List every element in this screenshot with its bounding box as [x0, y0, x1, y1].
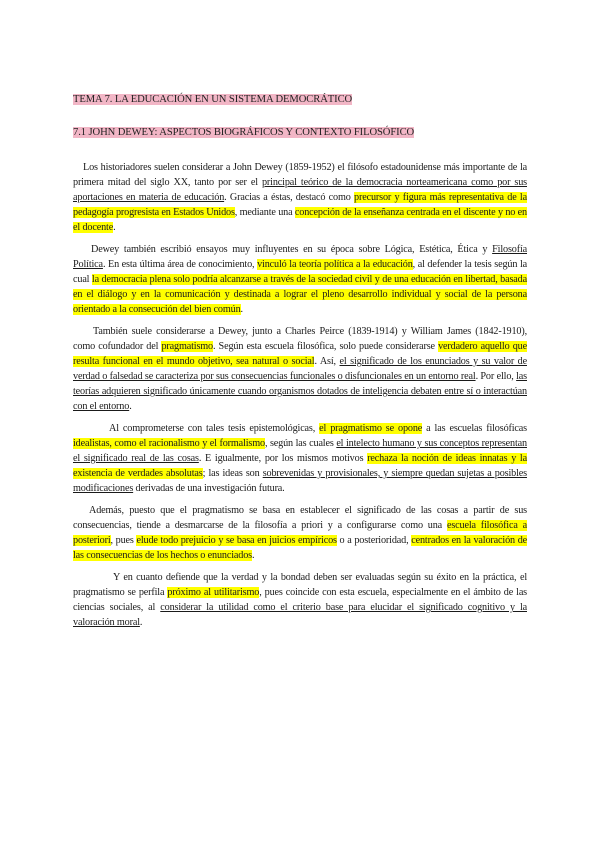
text-run: derivadas de una investigación futura.: [133, 483, 285, 494]
paragraph: [73, 421, 527, 496]
text-run: , al defender la tesis según la cual: [73, 259, 528, 285]
underlined-text: las teorías adquieren significado únicamente cuando organismos dotados de inteligencia debaten entre sí o interactúan con el entorno: [73, 371, 527, 412]
underlined-text: considerar la utilidad como el criterio base para elucidar el significado cognitivo y la valoración moral: [73, 602, 527, 628]
text-run: También suele considerarse a Dewey, junto a Charles Peirce (1839-1914) y William James (1842-1910), como cofundador del: [73, 326, 527, 352]
text-run: .: [129, 401, 132, 412]
underlined-text: el significado de los enunciados y su valor de verdad o falsedad se caracteriza por sus consecuencias funcionales o disfuncionales en un entorno real: [73, 356, 527, 382]
text-run: .: [139, 617, 143, 628]
highlighted-text: elude todo prejuicio y se basa en juicios empíricos: [136, 535, 337, 546]
highlighted-text: pragmatismo: [161, 341, 213, 352]
document-title: TEMA 7. LA EDUCACIÓN EN UN SISTEMA DEMOCRÁTICO: [73, 94, 353, 105]
text-run: , según las cuales: [264, 438, 337, 449]
highlighted-text: rechaza la noción de ideas innatas y la existencia de verdades absolutas: [73, 453, 527, 479]
section-heading: 7.1 JOHN DEWEY: ASPECTOS BIOGRÁFICOS Y CONTEXTO FILOSÓFICO: [73, 127, 415, 138]
text-run: . Según esta escuela filosófica, solo puede considerarse: [212, 341, 439, 352]
text-run: a las escuelas filosóficas: [422, 423, 527, 434]
highlighted-text: el pragmatismo se opone: [319, 423, 423, 434]
text-run: . Gracias a éstas, destacó como: [224, 192, 355, 203]
text-run: .: [251, 550, 255, 561]
document-body: [73, 160, 527, 630]
paragraph: [73, 570, 527, 630]
underlined-text: el intelecto humano y sus conceptos representan el significado real de las cosas: [73, 438, 527, 464]
highlighted-text: centrados en la valoración de las consecuencias de los hechos o enunciados: [73, 535, 528, 561]
text-run: . Así,: [314, 356, 340, 367]
highlighted-text: la democracia plena solo podría alcanzarse a través de la sociedad civil y de una educación en libertad, basada en el diálogo y en la comunicación y destinada a lograr el pleno desarrollo individual y social de la persona orientado a la consecución del bien común: [73, 274, 527, 315]
highlighted-text: precursor y figura más representativa de la pedagogía progresista en Estados Unidos: [73, 192, 527, 218]
text-run: . E igualmente, por los mismos motivos: [198, 453, 368, 464]
text-run: .: [240, 304, 243, 315]
highlighted-text: verdadero aquello que resulta funcional en el mundo objetivo, sea natural o social: [73, 341, 527, 367]
text-run: Además, puesto que el pragmatismo se basa en establecer el significado de las cosas a partir de sus consecuencias, tiende a desmarcarse de la filosofía a priori y a configurarse como una: [73, 505, 527, 531]
text-run: Y en cuanto defiende que la verdad y la bondad deben ser evaluadas según su éxito en la práctica, el pragmatismo se perfila: [73, 572, 527, 598]
underlined-text: principal teórico de la democracia norteamericana como por sus aportaciones en materia de educación: [73, 177, 527, 203]
text-run: Al comprometerse con tales tesis epistemológicas,: [109, 423, 320, 434]
text-run: , pues: [110, 535, 137, 546]
text-run: Dewey también escribió ensayos muy influyentes en su época sobre Lógica, Estética, Ética y: [91, 244, 493, 255]
highlighted-text: idealistas, como el racionalismo y el formalismo: [73, 438, 265, 449]
text-run: . Por ello,: [475, 371, 517, 382]
text-run: , mediante una: [234, 207, 295, 218]
highlighted-text: concepción de la enseñanza centrada en el discente y no en el docente: [73, 207, 527, 233]
text-run: .: [113, 222, 116, 233]
highlighted-text: escuela filosófica a posteriori: [73, 520, 527, 546]
text-run: . En esta última área de conocimiento,: [102, 259, 258, 270]
text-run: Los historiadores suelen considerar a John Dewey (1859-1952) el filósofo estadounidense más importante de la primera mitad del siglo XX, tanto por ser el: [73, 162, 527, 188]
underlined-text: Filosofía Política: [73, 244, 527, 270]
paragraph: [73, 242, 527, 317]
text-run: , pues coincide con esta escuela, especialmente en el ámbito de las ciencias sociales, al: [73, 587, 528, 613]
highlighted-text: vinculó la teoría política a la educación: [257, 259, 413, 270]
highlighted-text: próximo al utilitarismo: [167, 587, 260, 598]
paragraph: [73, 324, 527, 414]
paragraph: [73, 160, 527, 235]
underlined-text: sobrevenidas y provisionales, y siempre quedan sujetas a posibles modificaciones: [73, 468, 527, 494]
text-run: o a posterioridad,: [336, 535, 412, 546]
text-run: ; las ideas son: [202, 468, 263, 479]
paragraph: [73, 503, 527, 563]
